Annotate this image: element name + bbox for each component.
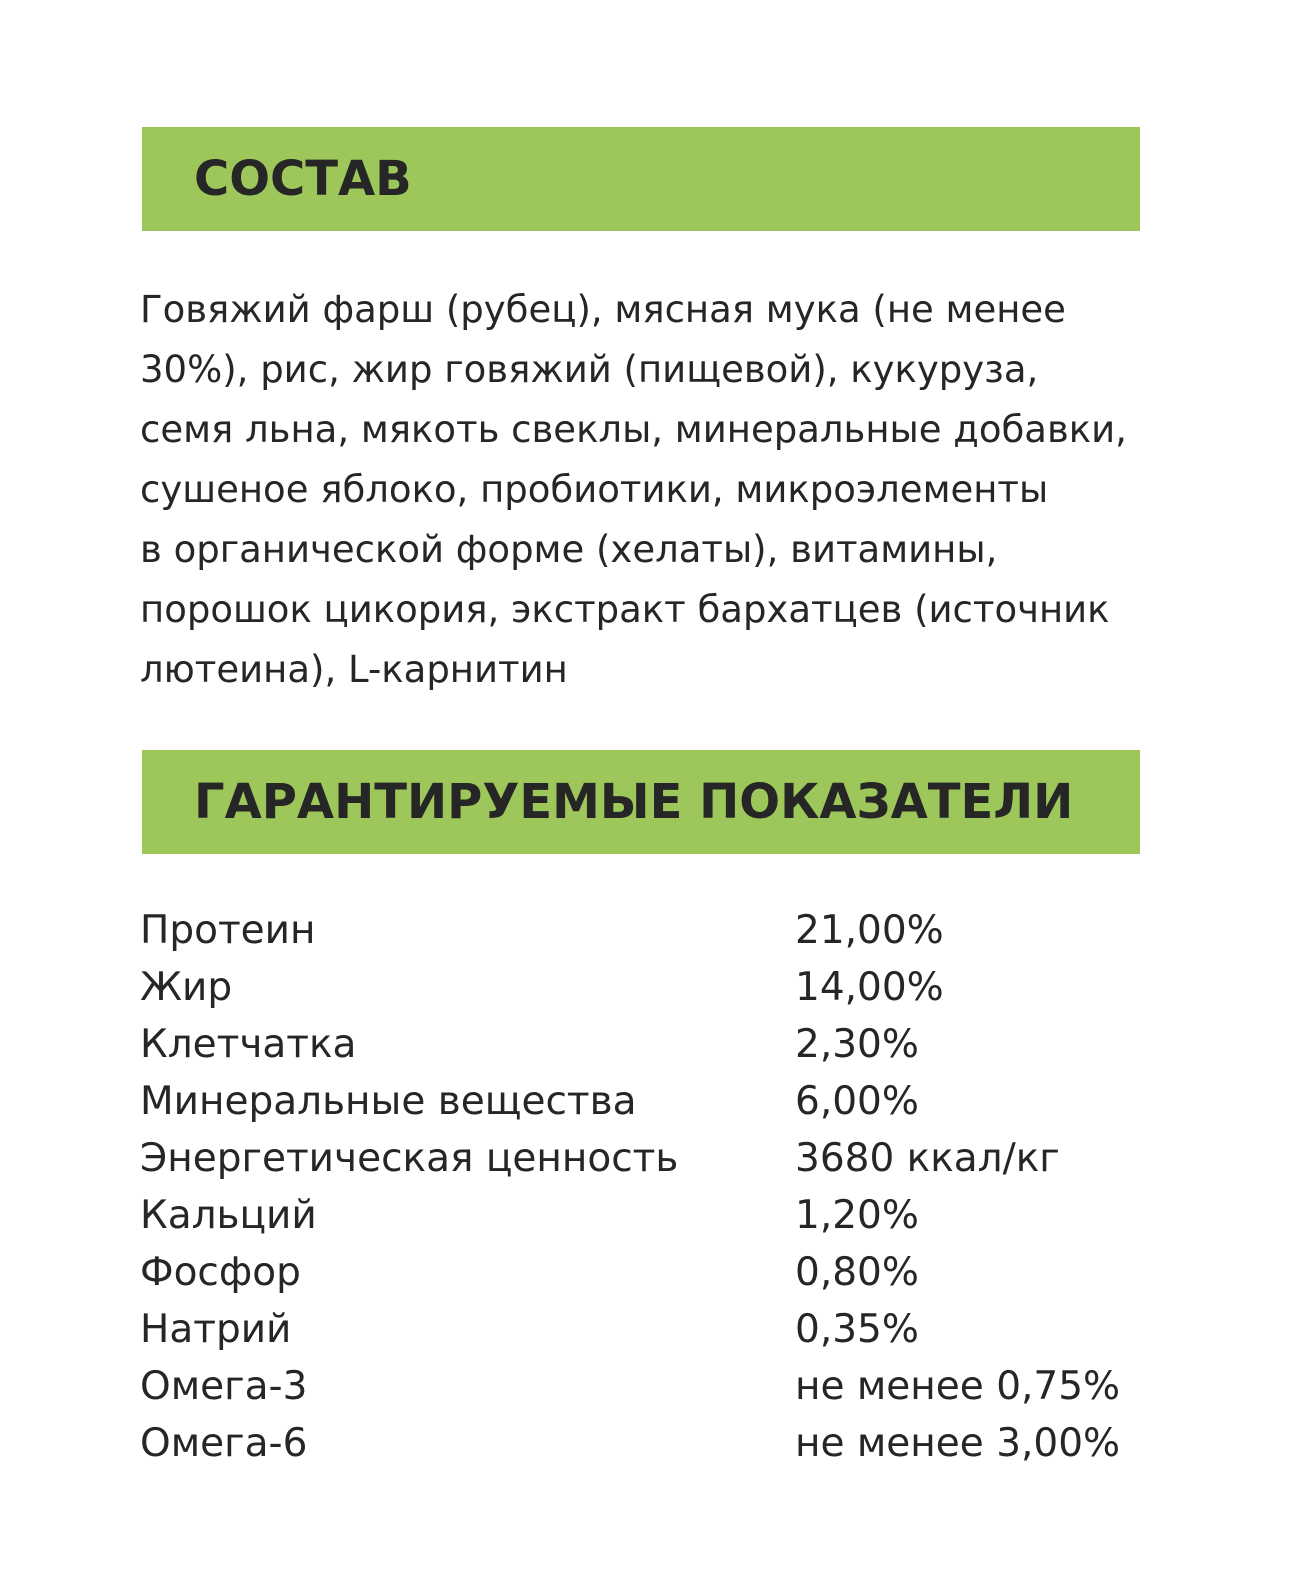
- indicator-value: 21,00%: [795, 908, 944, 953]
- indicator-name: Жир: [140, 965, 233, 1010]
- indicator-row: [140, 1301, 1150, 1358]
- composition-line: 30%), рис, жир говяжий (пищевой), кукуруза,: [140, 348, 1039, 391]
- indicators-heading: ГАРАНТИРУЕМЫЕ ПОКАЗАТЕЛИ: [194, 774, 1074, 830]
- indicator-value: не менее 3,00%: [795, 1421, 1121, 1466]
- indicator-row: [140, 1187, 1150, 1244]
- indicator-row: [140, 902, 1150, 959]
- composition-text: [140, 280, 1170, 700]
- indicator-name: Клетчатка: [140, 1022, 357, 1067]
- indicator-name: Омега-3: [140, 1364, 308, 1409]
- indicator-name: Энергетическая ценность: [140, 1136, 679, 1181]
- indicator-row: [140, 959, 1150, 1016]
- indicator-value: 3680 ккал/кг: [795, 1136, 1060, 1181]
- indicator-row: [140, 1358, 1150, 1415]
- indicator-name: Натрий: [140, 1307, 292, 1352]
- indicators-header-band: [142, 750, 1140, 854]
- composition-header-band: [142, 127, 1140, 231]
- composition-line: порошок цикория, экстракт бархатцев (источник: [140, 588, 1110, 631]
- composition-line: в органической форме (хелаты), витамины,: [140, 528, 998, 571]
- indicator-value: 0,35%: [795, 1307, 919, 1352]
- indicator-row: [140, 1016, 1150, 1073]
- indicator-row: [140, 1244, 1150, 1301]
- indicator-value: 2,30%: [795, 1022, 919, 1067]
- indicator-name: Омега-6: [140, 1421, 308, 1466]
- indicator-name: Минеральные вещества: [140, 1079, 637, 1124]
- indicators-table: [140, 902, 1150, 1472]
- indicator-name: Фосфор: [140, 1250, 301, 1295]
- composition-line: Говяжий фарш (рубец), мясная мука (не менее: [140, 288, 1066, 331]
- composition-line: семя льна, мякоть свеклы, минеральные добавки,: [140, 408, 1127, 451]
- indicator-name: Кальций: [140, 1193, 317, 1238]
- composition-heading: СОСТАВ: [194, 151, 412, 207]
- indicator-value: 0,80%: [795, 1250, 919, 1295]
- indicator-value: 14,00%: [795, 965, 944, 1010]
- indicator-value: 6,00%: [795, 1079, 919, 1124]
- indicator-row: [140, 1130, 1150, 1187]
- indicator-row: [140, 1073, 1150, 1130]
- composition-line: сушеное яблоко, пробиотики, микроэлементы: [140, 468, 1049, 511]
- composition-line: лютеина), L-карнитин: [140, 648, 568, 691]
- indicator-value: не менее 0,75%: [795, 1364, 1121, 1409]
- indicator-value: 1,20%: [795, 1193, 919, 1238]
- indicator-row: [140, 1415, 1150, 1472]
- indicator-name: Протеин: [140, 908, 316, 953]
